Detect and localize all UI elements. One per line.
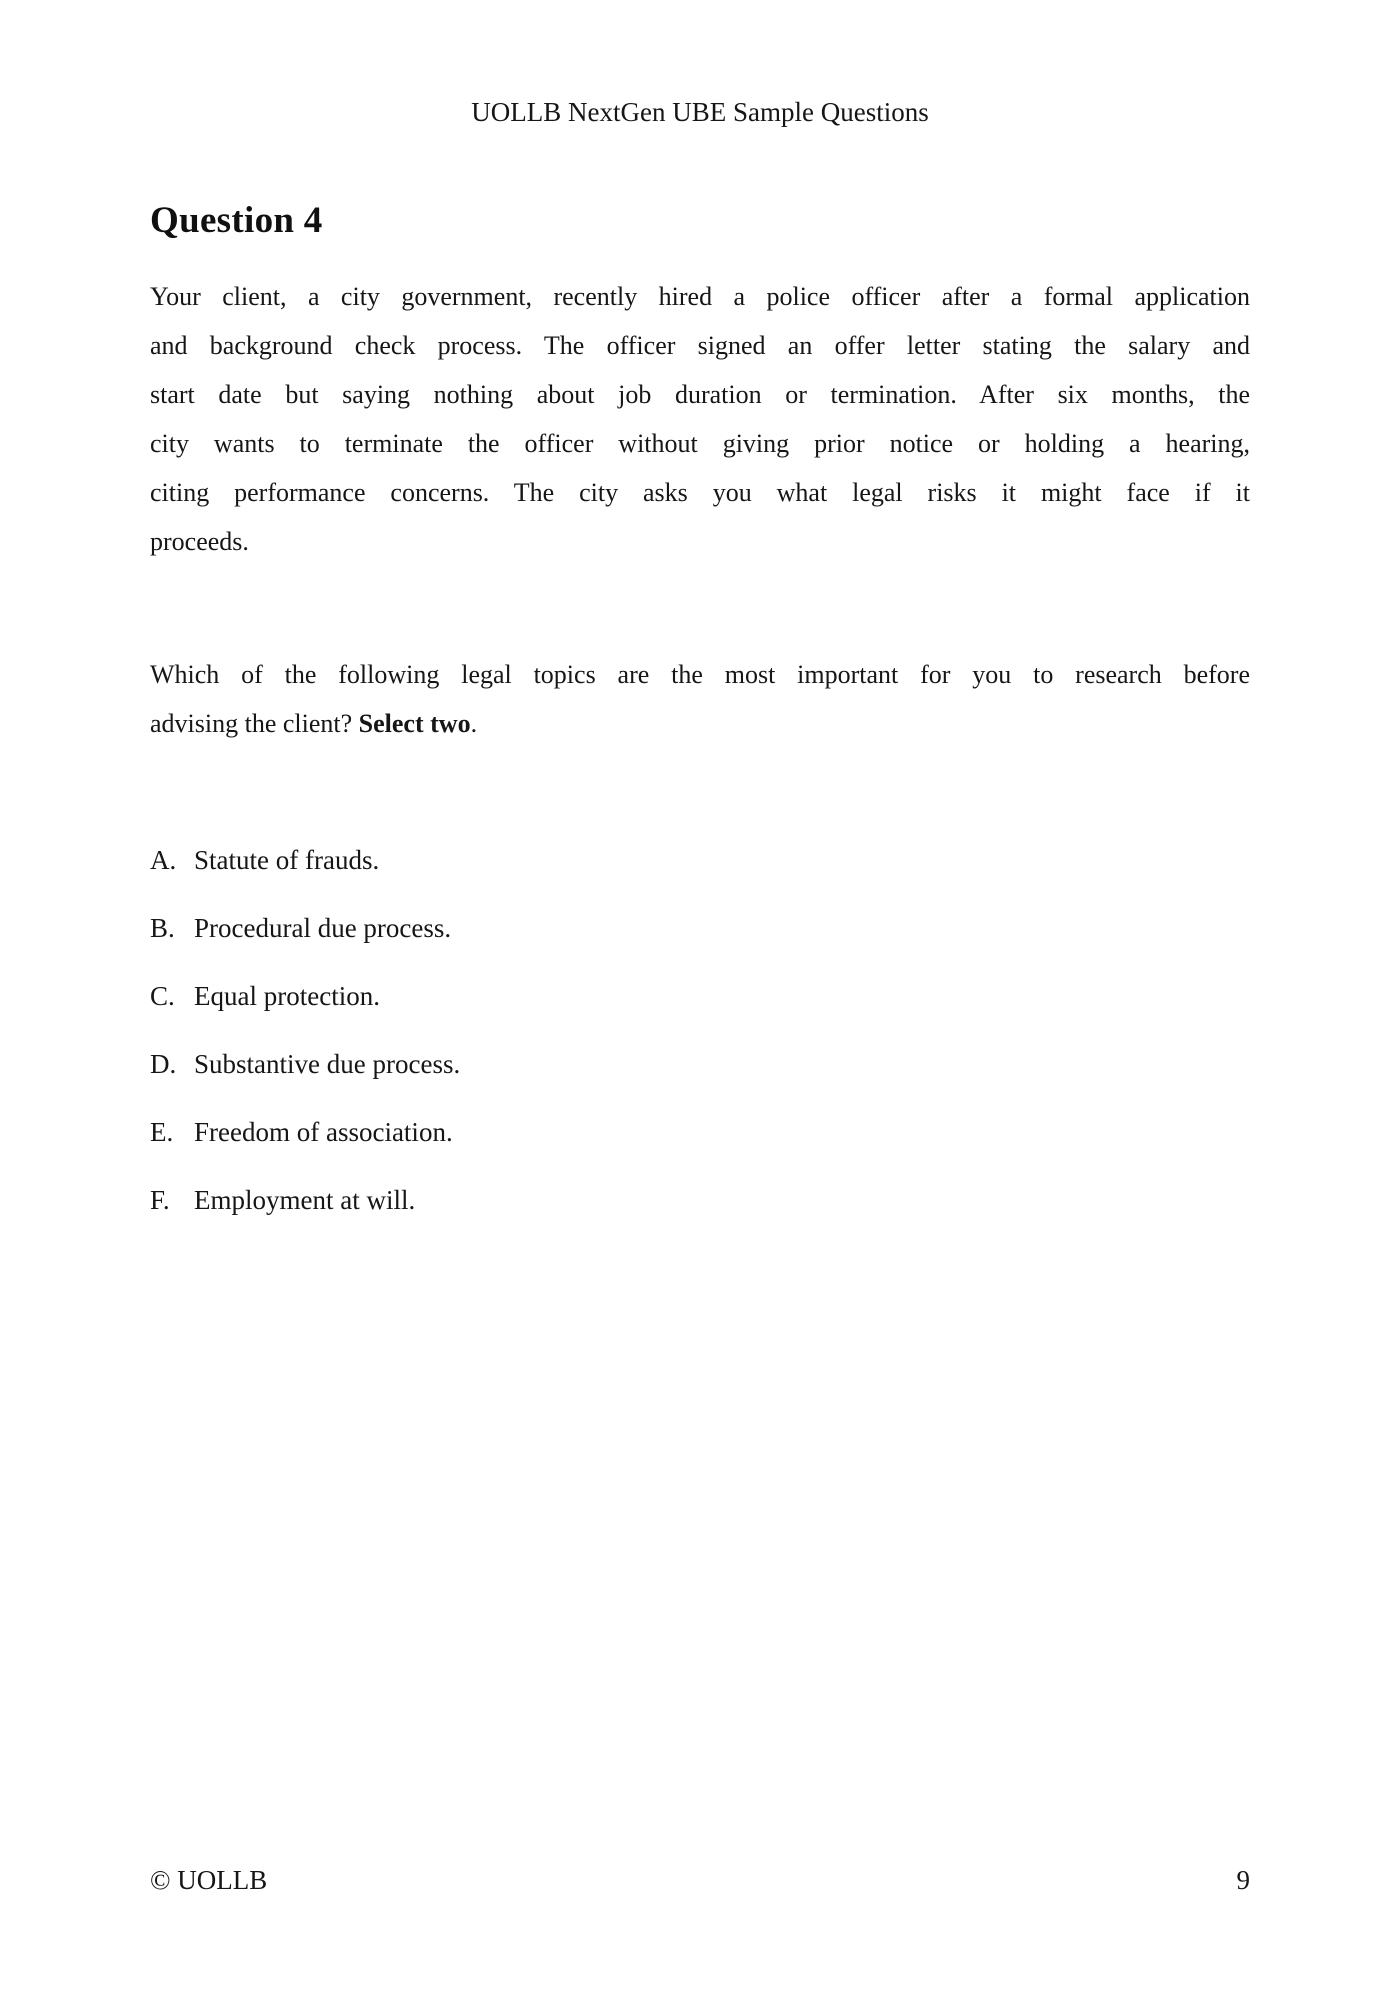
prompt-paragraph xyxy=(150,650,1250,748)
scenario-line: city wants to terminate the officer without giving prior notice or holding a hearing, xyxy=(150,429,1250,458)
page-number: 9 xyxy=(1236,1865,1250,1895)
option-row-d xyxy=(150,1050,1250,1079)
scenario-line: proceeds. xyxy=(150,527,249,556)
select-two-emphasis: Select two xyxy=(358,709,471,738)
option-row-b xyxy=(150,914,1250,943)
prompt-line-suffix: . xyxy=(470,709,478,738)
option-row-e xyxy=(150,1118,1250,1147)
footer-copyright: © UOLLB xyxy=(150,1865,268,1895)
option-text: Procedural due process. xyxy=(194,913,452,943)
option-row-f xyxy=(150,1186,1250,1215)
page-header: UOLLB NextGen UBE Sample Questions xyxy=(471,97,929,127)
scenario-line: Your client, a city government, recently hired a police officer after a formal application xyxy=(150,282,1250,311)
prompt-line xyxy=(150,699,1250,748)
option-row-a xyxy=(150,846,1250,875)
option-letter: F. xyxy=(150,1185,170,1215)
option-letter: E. xyxy=(150,1117,174,1147)
prompt-line-prefix: advising the client? xyxy=(150,709,359,738)
scenario-line: citing performance concerns. The city asks you what legal risks it might face if it xyxy=(150,478,1250,507)
option-letter: B. xyxy=(150,913,175,943)
scenario-line: start date but saying nothing about job duration or termination. After six months, the xyxy=(150,380,1250,409)
option-text: Statute of frauds. xyxy=(194,845,380,875)
option-letter: A. xyxy=(150,845,177,875)
prompt-line: Which of the following legal topics are the most important for you to research before xyxy=(150,660,1250,689)
answer-options-list xyxy=(150,846,1250,1254)
option-row-c xyxy=(150,982,1250,1011)
option-text: Substantive due process. xyxy=(194,1049,461,1079)
option-text: Freedom of association. xyxy=(194,1117,453,1147)
option-letter: C. xyxy=(150,981,175,1011)
option-text: Employment at will. xyxy=(194,1185,416,1215)
scenario-paragraph xyxy=(150,272,1250,566)
option-text: Equal protection. xyxy=(194,981,380,1011)
scenario-line: and background check process. The officer signed an offer letter stating the salary and xyxy=(150,331,1250,360)
option-letter: D. xyxy=(150,1049,177,1079)
question-title: Question 4 xyxy=(150,200,323,241)
